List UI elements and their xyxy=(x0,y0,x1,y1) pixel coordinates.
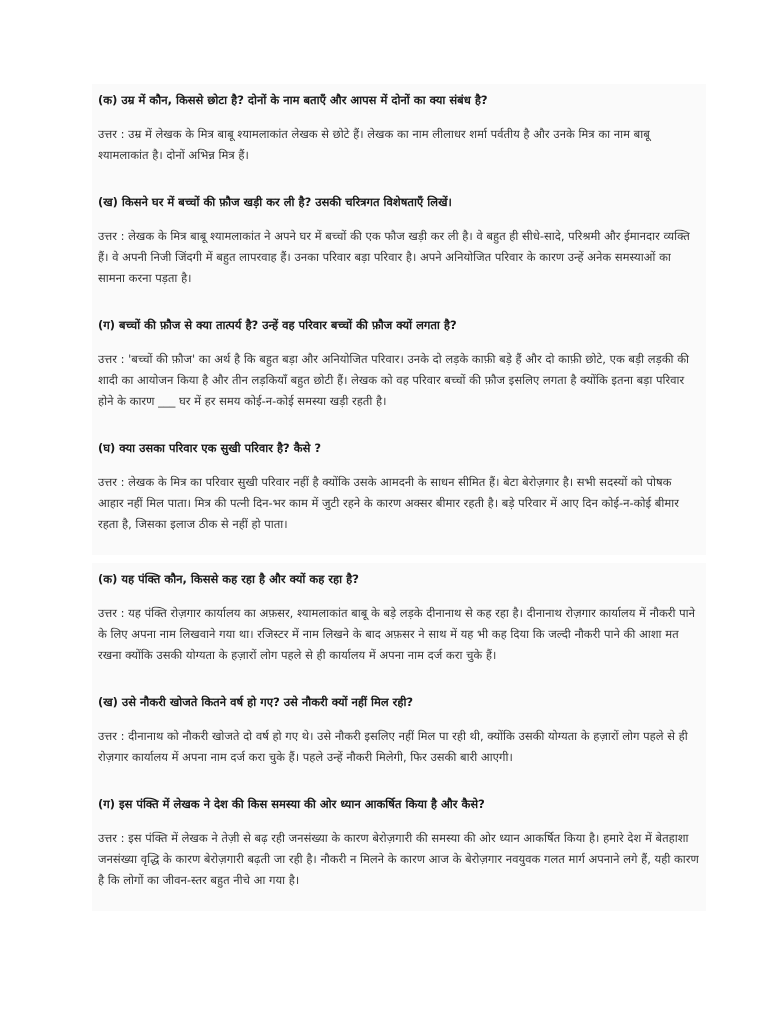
qa-block-2 xyxy=(92,186,706,309)
qa-block-3 xyxy=(92,309,706,432)
answer-1: उत्तर : उम्र में लेखक के मित्र बाबू श्यामलाकांत लेखक से छोटे हैं। लेखक का नाम लीलाधर शर्मा पर्वतीय है और उनके मित्र का नाम बाबू श्यामलाकांत है। दोनों अभिन्न मित्र हैं। xyxy=(98,127,650,162)
answer-6: उत्तर : दीनानाथ को नौकरी खोजते दो वर्ष हो गए थे। उसे नौकरी इसलिए नहीं मिल पा रही थी, क्योंकि उसकी योग्यता के हज़ारों लोग पहले से ही रोज़गार कार्यालय में अपना नाम दर्ज करा चुके हैं। पहले उन्हें नौकरी मिलेगी, फिर उसकी बारी आएगी। xyxy=(98,729,688,764)
answer-4: उत्तर : लेखक के मित्र का परिवार सुखी परिवार नहीं है क्योंकि उसके आमदनी के साधन सीमित हैं। बेटा बेरोज़गार है। सभी सदस्यों को पोषक आहार नहीं मिल पाता। मित्र की पत्नी दिन-भर काम में जुटी रहने के कारण अक्सर बीमार रहती है। बड़े परिवार में आए दिन कोई-न-कोई बीमार रहता है, जिसका इलाज ठीक से नहीं हो पाता। xyxy=(98,475,679,531)
question-4: (घ) क्या उसका परिवार एक सुखी परिवार है? कैसे ? xyxy=(98,441,322,455)
qa-block-6 xyxy=(92,686,706,788)
document-body xyxy=(92,84,706,911)
question-1: (क) उम्र में कौन, किससे छोटा है? दोनों के नाम बताएँ और आपस में दोनों का क्या संबंध है? xyxy=(98,93,488,107)
answer-5: उत्तर : यह पंक्ति रोज़गार कार्यालय का अफ़सर, श्यामलाकांत बाबू के बड़े लड़के दीनानाथ से कह रहा है। दीनानाथ रोज़गार कार्यालय में नौकरी पाने के लिए अपना नाम लिखवाने गया था। रजिस्टर में नाम लिखने के बाद अफ़सर ने साथ में यह भी कह दिया कि जल्दी नौकरी पाने की आशा मत रखना क्योंकि उसकी योग्यता के हज़ारों लोग पहले से ही कार्यालय में अपना नाम दर्ज करा चुके हैं। xyxy=(98,606,696,662)
qa-block-5 xyxy=(92,563,706,686)
answer-7: उत्तर : इस पंक्ति में लेखक ने तेज़ी से बढ़ रही जनसंख्या के कारण बेरोज़गारी की समस्या की ओर ध्यान आकर्षित किया है। हमारे देश में बेतहाशा जनसंख्या वृद्धि के कारण बेरोज़गारी बढ़ती जा रही है। नौकरी न मिलने के कारण आज के बेरोज़गार नवयुवक गलत मार्ग अपनाने लगे हैं, यही कारण है कि लोगों का जीवन-स्तर बहुत नीचे आ गया है। xyxy=(98,831,699,887)
question-7: (ग) इस पंक्ति में लेखक ने देश की किस समस्या की ओर ध्यान आकर्षित किया है और कैसे? xyxy=(98,797,485,811)
qa-block-4 xyxy=(92,432,706,555)
section-gap xyxy=(92,555,706,563)
answer-2: उत्तर : लेखक के मित्र बाबू श्यामलाकांत ने अपने घर में बच्चों की एक फौज खड़ी कर ली है। वे बहुत ही सीधे-सादे, परिश्रमी और ईमानदार व्यक्ति हैं। वे अपनी निजी जिंदगी में बहुत लापरवाह हैं। उनका परिवार बड़ा परिवार है। अपने अनियोजित परिवार के कारण उन्हें अनेक समस्याओं का सामना करना पड़ता है। xyxy=(98,229,690,285)
qa-block-7 xyxy=(92,788,706,911)
question-3: (ग) बच्चों की फ़ौज से क्या तात्पर्य है? उन्हें वह परिवार बच्चों की फ़ौज क्यों लगता है? xyxy=(98,318,457,332)
question-2: (ख) किसने घर में बच्चों की फ़ौज खड़ी कर ली है? उसकी चरित्रगत विशेषताएँ लिखें। xyxy=(98,195,452,209)
question-6: (ख) उसे नौकरी खोजते कितने वर्ष हो गए? उसे नौकरी क्यों नहीं मिल रही? xyxy=(98,695,414,709)
qa-block-1 xyxy=(92,84,706,186)
answer-3: उत्तर : 'बच्चों की फ़ौज' का अर्थ है कि बहुत बड़ा और अनियोजित परिवार। उनके दो लड़के काफ़ी बड़े हैं और दो काफ़ी छोटे, एक बड़ी लड़की की शादी का आयोजन किया है और तीन लड़कियाँ बहुत छोटी हैं। लेखक को वह परिवार बच्चों की फ़ौज इसलिए लगता है क्योंकि इतना बड़ा परिवार होने के कारण ___ घर में हर समय कोई-न-कोई समस्या खड़ी रहती है। xyxy=(98,352,690,408)
question-5: (क) यह पंक्ति कौन, किससे कह रहा है और क्यों कह रहा है? xyxy=(98,572,359,586)
